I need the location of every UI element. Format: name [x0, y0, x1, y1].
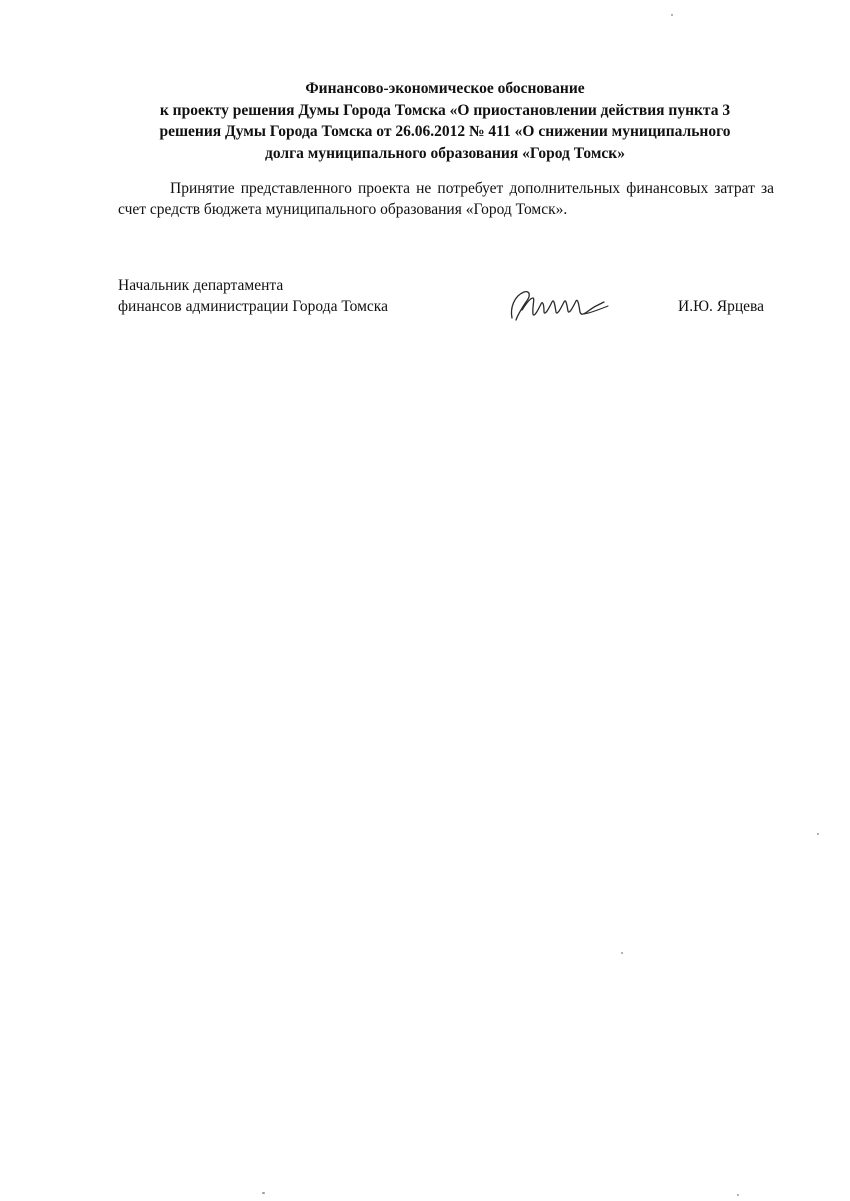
signer-position-line-2: финансов администрации Города Томска	[118, 298, 388, 315]
scan-speck	[817, 833, 819, 835]
handwritten-signature-icon	[500, 280, 612, 328]
signer-position	[118, 275, 388, 317]
title-line-4: долга муниципального образования «Город Томск»	[265, 144, 625, 162]
scan-speck	[671, 14, 673, 16]
scan-speck	[621, 952, 623, 954]
signer-name: И.Ю. Ярцева	[678, 298, 765, 315]
document-title	[110, 78, 780, 164]
title-line-3: решения Думы Города Томска от 26.06.2012 № 411 «О снижении муниципального	[159, 123, 731, 140]
signer-position-line-1: Начальник департамента	[118, 277, 284, 294]
scan-speck	[737, 1194, 739, 1196]
scan-speck	[262, 1192, 265, 1194]
body-paragraph: Принятие представленного проекта не потребует дополнительных финансовых затрат за счет средств бюджета муниципального образования «Город Томск».	[118, 180, 774, 218]
title-line-1: Финансово-экономическое обоснование	[305, 80, 585, 97]
title-line-2: к проекту решения Думы Города Томска «О приостановлении действия пункта 3	[159, 101, 731, 119]
